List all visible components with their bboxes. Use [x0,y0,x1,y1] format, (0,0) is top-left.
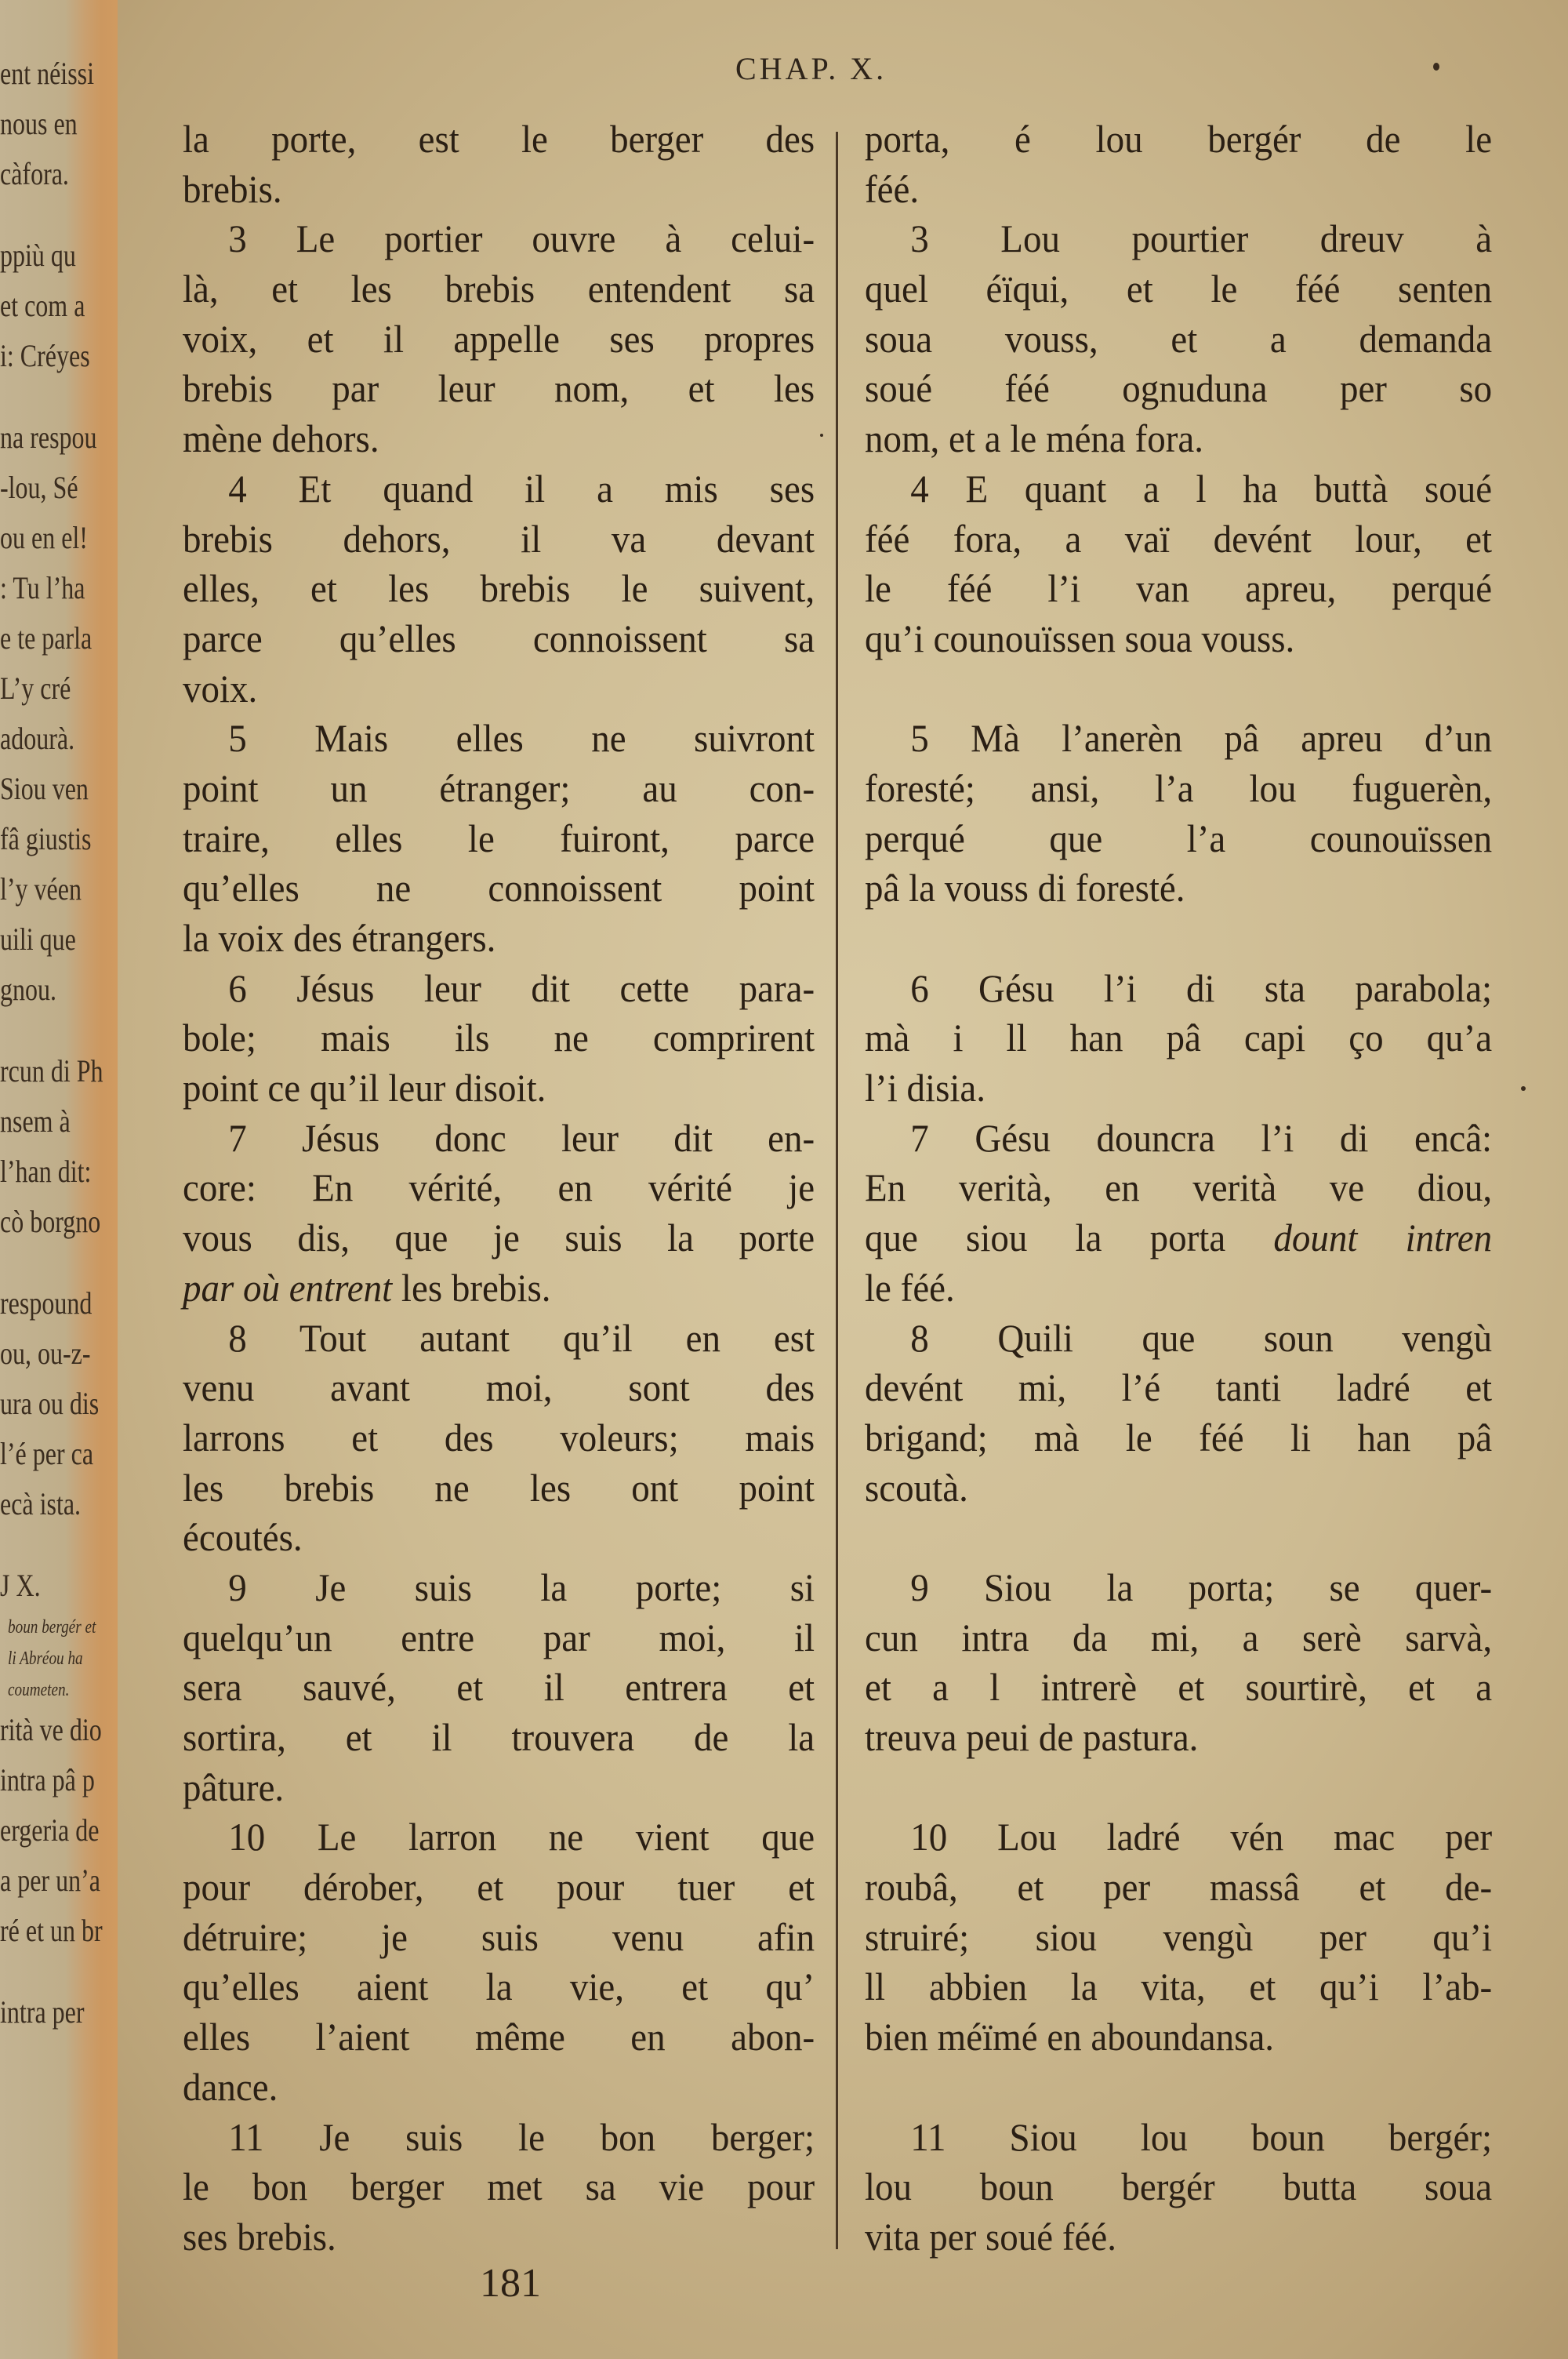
text-line: détruire; je suis venu afin [183,1914,815,1959]
facing-page-line: Siou ven [0,771,89,806]
facing-page-line: J X. [0,1568,41,1603]
facing-page-line: uili que [0,921,76,957]
text-line: là, et les brebis entendent sa [183,267,815,311]
facing-page-line: intra pâ p [0,1762,95,1797]
text-line: sera sauvé, et il entrera et [183,1665,815,1710]
text-line: quelqu’un entre par moi, il [183,1615,815,1659]
text-line: qu’elles ne connoissent point [183,866,815,911]
text-line: ses brebis. [183,2214,336,2259]
facing-page-line: ergeria de [0,1812,100,1848]
verse-start-line: 5 Mà l’anerèn pâ apreu d’un [910,716,1493,761]
facing-page-line: rità ve dio [0,1712,102,1747]
text-line: brigand; mà le féé li han pâ [865,1415,1493,1459]
text-line: bole; mais ils ne comprirent [183,1016,815,1060]
text-line: larrons et des voleurs; mais [183,1415,815,1459]
text-line: la porte, est le berger des [183,117,815,161]
text-line: core: En vérité, en vérité je [183,1165,815,1210]
blank-line [865,1763,1492,1813]
text-line: sortira, et il trouvera de la [183,1715,815,1759]
text-line: vita per soué féé. [865,2214,1117,2259]
text-line: ll abbien la vita, et qu’i l’ab- [865,1965,1493,2009]
text-line: venu avant moi, sont des [183,1365,815,1410]
text-line: cun intra da mi, a serè sarvà, [865,1615,1493,1659]
text-line: treuva peui de pastura. [865,1715,1199,1759]
text-line: elles l’aient même en abon- [183,2015,815,2059]
page-number: 181 [480,2261,541,2306]
text-line: brebis par leur nom, et les [183,366,815,411]
text-line: En verità, en verità ve diou, [865,1165,1493,1210]
verse-start-line: 9 Siou la porta; se quer- [910,1565,1493,1609]
text-line: vous dis, que je suis la porte [183,1216,815,1260]
verse-start-line: 11 Je suis le bon berger; [228,2114,815,2159]
text-line: le féé l’i van apreu, perqué [865,566,1493,611]
text-line: struiré; siou vengù per qu’i [865,1914,1493,1959]
facing-page-line: et com a [0,288,85,323]
text-line: devént mi, l’é tanti ladré et [865,1365,1493,1410]
text-line: pâ la vouss di foresté. [865,866,1185,911]
ink-speck [1521,1086,1526,1091]
facing-page-line: intra per [0,1994,85,2030]
verse-start-line: 4 Et quand il a mis ses [228,466,815,511]
facing-page-line: L’y cré [0,671,71,706]
text-line: qu’i counouïssen soua vouss. [865,616,1295,660]
verse-start-line: 6 Gésu l’i di sta parabola; [910,965,1493,1010]
italic-phrase: dount intren [1273,1216,1493,1260]
text-line: brebis dehors, il va devant [183,516,815,561]
text-line: et a l intrerè et sourtirè, et a [865,1665,1493,1710]
text-line: nom, et a le ména fora. [865,416,1203,461]
text-line: féé fora, a vaï devént lour, et [865,516,1493,561]
text-line: l’i disia. [865,1066,986,1110]
verse-start-line: 11 Siou lou boun bergér; [910,2114,1493,2159]
facing-page-line: ent néissi [0,56,94,91]
text-line: traire, elles le fuiront, parce [183,816,815,860]
text-line: soué féé ognuduna per so [865,366,1493,411]
blank-line [865,664,1492,714]
verse-start-line: 10 Le larron ne vient que [228,1815,815,1859]
text-line: quel éïqui, et le féé senten [865,267,1493,311]
verse-start-line: 3 Le portier ouvre à celui- [228,216,815,261]
text-line: scoutà. [865,1465,968,1510]
verse-start-line: 5 Mais elles ne suivront [228,716,815,761]
text-line: bien méïmé en aboundansa. [865,2015,1275,2059]
italic-phrase: par où entrent [183,1265,393,1310]
facing-page-line: nsem à [0,1103,71,1139]
facing-page-line: boun bergér et [8,1617,96,1637]
verse-start-line: 7 Gésu douncra l’i di encâ: [910,1115,1493,1160]
text-line: le bon berger met sa vie pour [183,2165,815,2209]
facing-page-line: fâ giustis [0,821,92,856]
facing-page-line: ou, ou-z- [0,1336,91,1371]
column-french [183,114,815,2263]
verse-start-line: 6 Jésus leur dit cette para- [228,965,815,1010]
verse-start-line: 3 Lou pourtier dreuv à [910,216,1493,261]
blank-line [865,914,1492,964]
facing-page-line: respound [0,1285,93,1321]
text-line: écoutés. [183,1515,303,1560]
facing-page-line: coumeten. [8,1680,70,1700]
text-line: mène dehors. [183,416,379,461]
verse-start-line: 7 Jésus donc leur dit en- [228,1115,815,1160]
text-line [865,1213,1492,1263]
line-text: que siou la porta [865,1216,1274,1260]
facing-page-line: ecà ista. [0,1486,82,1521]
blank-line [865,1513,1492,1563]
facing-page-line: a per un’a [0,1863,100,1898]
facing-page-line: e te parla [0,620,93,656]
facing-page-line: rcun di Ph [0,1053,103,1089]
facing-page-line: ppiù qu [0,238,76,273]
facing-page-line: : Tu l’ha [0,570,85,605]
facing-page-line: l’han dit: [0,1154,92,1189]
facing-page-line: l’y véen [0,871,82,907]
facing-page-line: cò borgno [0,1204,101,1239]
facing-page-line: nous en [0,106,78,141]
facing-page-line: na respou [0,420,97,455]
verse-start-line: 4 E quant a l ha buttà soué [910,466,1493,511]
text-line: foresté; ansi, l’a lou fuguerèn, [865,765,1493,810]
text-line: voix, et il appelle ses propres [183,316,815,361]
text-line: lou boun bergér butta soua [865,2165,1493,2209]
text-line: soua vouss, et a demanda [865,316,1493,361]
verse-start-line: 9 Je suis la porte; si [228,1565,815,1609]
facing-page-line: ou en el! [0,520,88,555]
text-line: mà i ll han pâ capi ço qu’a [865,1016,1493,1060]
text-line: point ce qu’il leur disoit. [183,1066,546,1110]
text-line: la voix des étrangers. [183,916,496,960]
verse-start-line: 8 Quili que soun vengù [910,1315,1493,1360]
text-line: perqué que l’a counouïssen [865,816,1493,860]
ink-speck [1433,63,1439,71]
ink-speck [820,434,823,437]
running-head: CHAP. X. [735,51,887,86]
text-line: les brebis ne les ont point [183,1465,815,1510]
text-line: roubâ, et per massâ et de- [865,1865,1493,1910]
column-patois [865,114,1492,2263]
text-line: dance. [183,2064,278,2109]
text-line: porta, é lou bergér de le [865,117,1493,161]
text-line: féé. [865,166,920,211]
text-line: le féé. [865,1265,955,1310]
text-line: point un étranger; au con- [183,765,815,810]
line-text: les brebis. [392,1265,551,1310]
facing-page-line: gnou. [0,972,56,1007]
text-line [183,1263,815,1314]
facing-page-text [0,0,157,2359]
text-line: pour dérober, et pour tuer et [183,1865,815,1910]
facing-page-line: ura ou dis [0,1386,100,1421]
verse-start-line: 8 Tout autant qu’il en est [228,1315,815,1360]
verse-start-line: 10 Lou ladré vén mac per [910,1815,1493,1859]
facing-page-line: li Abréou ha [8,1648,83,1669]
facing-page-line: l’é per ca [0,1436,94,1471]
text-line: brebis. [183,166,282,211]
text-line: voix. [183,666,258,711]
column-divider [836,132,838,2249]
text-line: qu’elles aient la vie, et qu’ [183,1965,815,2009]
text-line: parce qu’elles connoissent sa [183,616,815,660]
facing-page-line: càfora. [0,156,69,191]
facing-page-line: ré et un br [0,1913,103,1948]
facing-page-line: i: Créyes [0,338,90,373]
facing-page-line: -lou, Sé [0,470,78,505]
blank-line [865,2063,1492,2113]
text-line: pâture. [183,1765,285,1809]
facing-page-line: adourà. [0,721,75,756]
text-line: elles, et les brebis le suivent, [183,566,815,611]
